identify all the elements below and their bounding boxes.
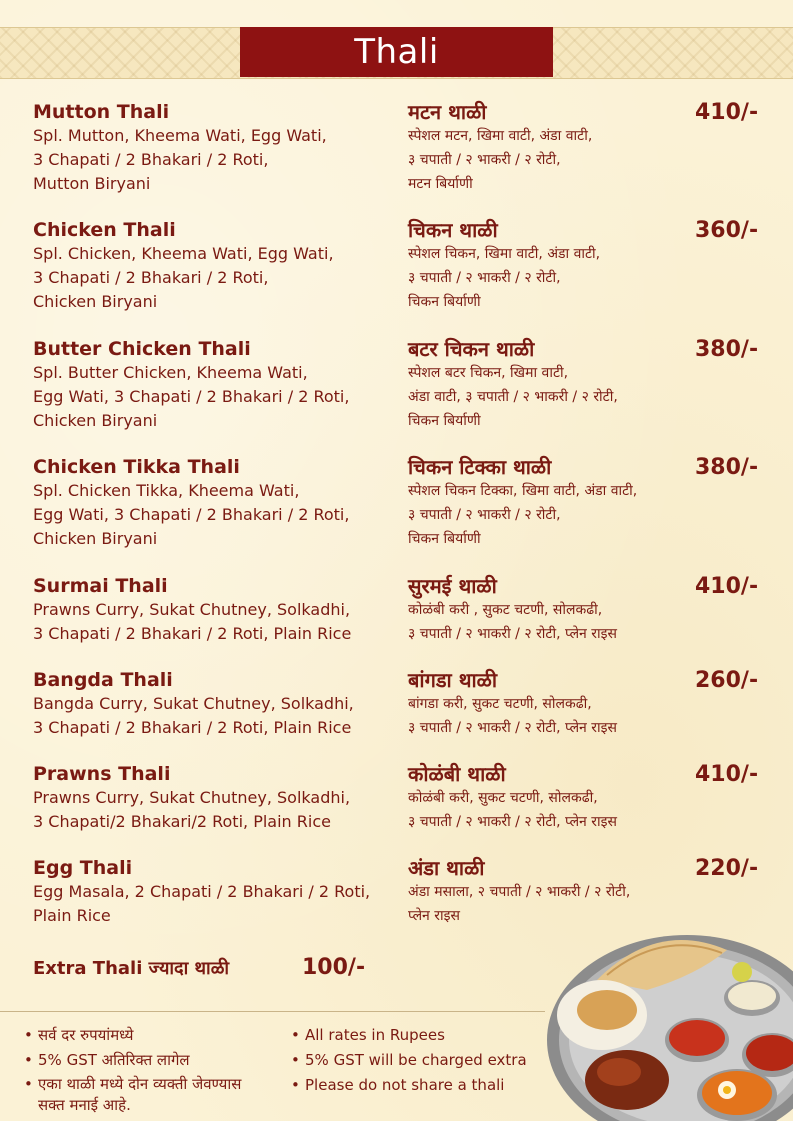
item-desc-line: 3 Chapati/2 Bhakari/2 Roti, Plain Rice [33, 812, 331, 831]
note-text: सक्त मनाई आहे. [38, 1096, 131, 1114]
item-english [33, 574, 393, 646]
item-marathi [408, 100, 708, 196]
item-english [33, 455, 393, 551]
bullet-icon: • [291, 1026, 300, 1044]
item-desc-line-mr: अंडा मसाला, २ चपाती / २ भाकरी / २ रोटी, [408, 884, 631, 900]
item-english [33, 100, 393, 196]
item-desc-line-mr: ३ चपाती / २ भाकरी / २ रोटी, प्लेन राइस [408, 626, 617, 642]
item-desc-line-mr: ३ चपाती / २ भाकरी / २ रोटी, प्लेन राइस [408, 814, 617, 830]
item-name-mr: चिकन टिक्का थाळी [408, 455, 552, 479]
item-desc-line: Prawns Curry, Sukat Chutney, Solkadhi, [33, 600, 351, 619]
menu-item-butter-chicken-thali [33, 337, 773, 447]
note-row [291, 1048, 527, 1073]
bullet-icon: • [24, 1026, 33, 1044]
note-text: 5% GST will be charged extra [305, 1051, 527, 1069]
item-name: Bangda Thali [33, 669, 173, 691]
note-text: Please do not share a thali [305, 1076, 505, 1094]
item-desc-line: Egg Wati, 3 Chapati / 2 Bhakari / 2 Roti, [33, 505, 350, 524]
page-title: Thali [240, 27, 553, 77]
item-desc-line-mr: ३ चपाती / २ भाकरी / २ रोटी, प्लेन राइस [408, 720, 617, 736]
item-name-mr: मटन थाळी [408, 100, 487, 124]
item-price: 410/- [695, 762, 759, 787]
item-price: 410/- [695, 100, 759, 125]
item-price: 220/- [695, 856, 759, 881]
item-desc-line-mr: स्पेशल चिकन, खिमा वाटी, अंडा वाटी, [408, 246, 601, 262]
item-marathi [408, 337, 708, 433]
item-desc-line: Chicken Biryani [33, 292, 158, 311]
item-name: Chicken Tikka Thali [33, 456, 240, 478]
item-desc-line: 3 Chapati / 2 Bhakari / 2 Roti, Plain Rice [33, 718, 352, 737]
item-desc-line: 3 Chapati / 2 Bhakari / 2 Roti, [33, 268, 269, 287]
item-name: Egg Thali [33, 857, 133, 879]
note-row [24, 1073, 241, 1095]
note-text: All rates in Rupees [305, 1026, 445, 1044]
item-desc-line: Spl. Chicken Tikka, Kheema Wati, [33, 481, 300, 500]
menu-item-mutton-thali [33, 100, 773, 210]
item-desc-line-mr: चिकन बिर्याणी [408, 531, 481, 547]
item-name-mr: चिकन थाळी [408, 218, 498, 242]
item-marathi [408, 856, 708, 928]
item-desc-line-mr: कोळंबी करी, सुकट चटणी, सोलकढी, [408, 790, 598, 806]
item-desc-line-mr: ३ चपाती / २ भाकरी / २ रोटी, [408, 507, 561, 523]
notes-english [291, 1023, 527, 1098]
item-name-mr: सुरमई थाळी [408, 574, 497, 598]
thali-food-image [537, 920, 793, 1121]
note-text: एका थाळी मध्ये दोन व्यक्ती जेवण्यास [38, 1075, 242, 1093]
item-name-mr: बांगडा थाळी [408, 668, 498, 692]
notes-marathi [24, 1023, 241, 1115]
item-desc-line-mr: ३ चपाती / २ भाकरी / २ रोटी, [408, 152, 561, 168]
menu-item-chicken-tikka-thali [33, 455, 773, 565]
menu-item-chicken-thali [33, 218, 773, 328]
item-name-mr: बटर चिकन थाळी [408, 337, 535, 361]
note-text: 5% GST अतिरिक्त लागेल [38, 1051, 190, 1069]
item-desc-line: Egg Masala, 2 Chapati / 2 Bhakari / 2 Roti, [33, 882, 371, 901]
item-name: Chicken Thali [33, 219, 176, 241]
bullet-icon: • [24, 1075, 33, 1093]
item-desc-line-mr: चिकन बिर्याणी [408, 413, 481, 429]
note-row [291, 1073, 527, 1098]
item-desc-line-mr: मटन बिर्याणी [408, 176, 473, 192]
item-marathi [408, 455, 708, 551]
bullet-icon: • [24, 1051, 33, 1069]
item-marathi [408, 218, 708, 314]
item-english [33, 762, 393, 834]
item-desc-line: Spl. Chicken, Kheema Wati, Egg Wati, [33, 244, 334, 263]
item-desc-line-mr: स्पेशल चिकन टिक्का, खिमा वाटी, अंडा वाटी, [408, 483, 638, 499]
item-price: 380/- [695, 455, 759, 480]
item-marathi [408, 574, 708, 646]
item-price: 260/- [695, 668, 759, 693]
item-desc-line: Chicken Biryani [33, 411, 158, 430]
item-name: Butter Chicken Thali [33, 338, 251, 360]
item-desc-line-mr: बांगडा करी, सुकट चटणी, सोलकढी, [408, 696, 592, 712]
item-price: 380/- [695, 337, 759, 362]
item-desc-line: Bangda Curry, Sukat Chutney, Solkadhi, [33, 694, 354, 713]
item-marathi [408, 668, 708, 740]
note-row [24, 1095, 241, 1115]
extra-thali-label: Extra Thali ज्यादा थाळी [33, 958, 230, 979]
item-desc-line: Plain Rice [33, 906, 111, 925]
item-desc-line-mr: ३ चपाती / २ भाकरी / २ रोटी, [408, 270, 561, 286]
item-desc-line: Mutton Biryani [33, 174, 151, 193]
item-desc-line-mr: कोळंबी करी , सुकट चटणी, सोलकढी, [408, 602, 603, 618]
item-desc-line: Chicken Biryani [33, 529, 158, 548]
item-desc-line: Spl. Mutton, Kheema Wati, Egg Wati, [33, 126, 327, 145]
item-english [33, 668, 393, 740]
item-english [33, 218, 393, 314]
item-desc-line: Egg Wati, 3 Chapati / 2 Bhakari / 2 Roti, [33, 387, 350, 406]
note-row [24, 1023, 241, 1048]
item-name: Prawns Thali [33, 763, 171, 785]
item-desc-line: Prawns Curry, Sukat Chutney, Solkadhi, [33, 788, 351, 807]
note-text: सर्व दर रुपयांमध्ये [38, 1026, 134, 1044]
note-row [24, 1048, 241, 1073]
item-desc-line-mr: अंडा वाटी, ३ चपाती / २ भाकरी / २ रोटी, [408, 389, 618, 405]
bullet-icon: • [291, 1076, 300, 1094]
item-price: 360/- [695, 218, 759, 243]
item-name: Surmai Thali [33, 575, 168, 597]
item-name: Mutton Thali [33, 101, 170, 123]
item-marathi [408, 762, 708, 834]
item-price: 410/- [695, 574, 759, 599]
item-english [33, 337, 393, 433]
item-name-mr: अंडा थाळी [408, 856, 485, 880]
item-english [33, 856, 393, 928]
item-desc-line-mr: प्लेन राइस [408, 908, 460, 924]
bullet-icon: • [291, 1051, 300, 1069]
item-desc-line: 3 Chapati / 2 Bhakari / 2 Roti, Plain Rice [33, 624, 352, 643]
item-desc-line-mr: चिकन बिर्याणी [408, 294, 481, 310]
item-desc-line: Spl. Butter Chicken, Kheema Wati, [33, 363, 308, 382]
item-desc-line: 3 Chapati / 2 Bhakari / 2 Roti, [33, 150, 269, 169]
note-row [291, 1023, 527, 1048]
item-desc-line-mr: स्पेशल बटर चिकन, खिमा वाटी, [408, 365, 569, 381]
extra-thali-price: 100/- [302, 955, 366, 980]
footer-divider [0, 1011, 545, 1012]
item-desc-line-mr: स्पेशल मटन, खिमा वाटी, अंडा वाटी, [408, 128, 593, 144]
item-name-mr: कोळंबी थाळी [408, 762, 506, 786]
